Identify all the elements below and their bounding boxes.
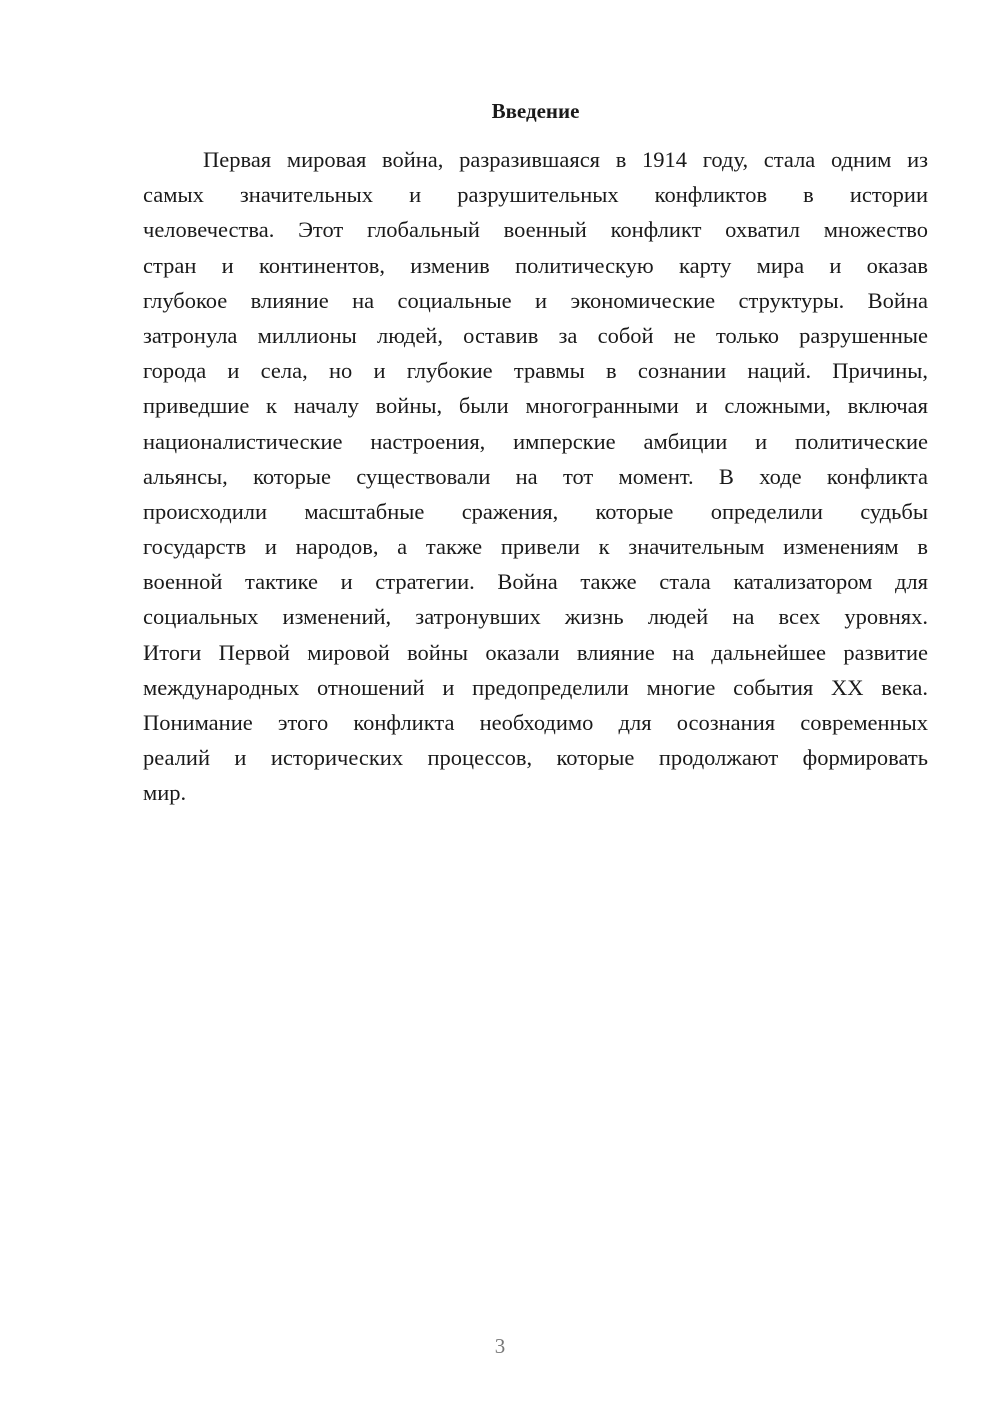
paragraph-line: военной тактике и стратегии. Война также стала катализатором для: [143, 569, 928, 595]
paragraph-line: Понимание этого конфликта необходимо для осознания современных: [143, 710, 928, 735]
paragraph-line: международных отношений и предопределили многие события XX века.: [143, 674, 928, 700]
paragraph-line: приведшие к началу войны, были многогранными и сложными, включая: [143, 393, 928, 419]
paragraph-line: города и села, но и глубокие травмы в сознании наций. Причины,: [143, 358, 928, 384]
paragraph-line: социальных изменений, затронувших жизнь людей на всех уровнях.: [143, 604, 928, 630]
page-number: 3: [494, 1334, 506, 1358]
paragraph-line: человечества. Этот глобальный военный конфликт охватил множество: [143, 217, 928, 243]
paragraph-line: реалий и исторических процессов, которые продолжают формировать: [143, 745, 928, 771]
paragraph-line: глубокое влияние на социальные и экономические структуры. Война: [143, 287, 928, 313]
paragraph-line: Итоги Первой мировой войны оказали влияние на дальнейшее развитие: [143, 639, 928, 665]
paragraph-line: стран и континентов, изменив политическую карту мира и оказав: [143, 252, 928, 278]
paragraph-line: происходили масштабные сражения, которые определили судьбы: [143, 498, 928, 524]
paragraph-line: мир.: [143, 780, 187, 806]
section-heading: Введение: [491, 99, 580, 123]
paragraph-line: государств и народов, а также привели к значительным изменениям в: [143, 534, 928, 560]
paragraph-line: затронула миллионы людей, оставив за собой не только разрушенные: [143, 322, 928, 348]
intro-paragraph: [143, 142, 928, 811]
paragraph-line: Первая мировая война, разразившаяся в 1914 году, стала одним из: [203, 147, 928, 172]
paragraph-line: альянсы, которые существовали на тот момент. В ходе конфликта: [143, 463, 928, 489]
paragraph-line: самых значительных и разрушительных конфликтов в истории: [143, 182, 928, 208]
paragraph-line: националистические настроения, имперские амбиции и политические: [143, 428, 928, 454]
